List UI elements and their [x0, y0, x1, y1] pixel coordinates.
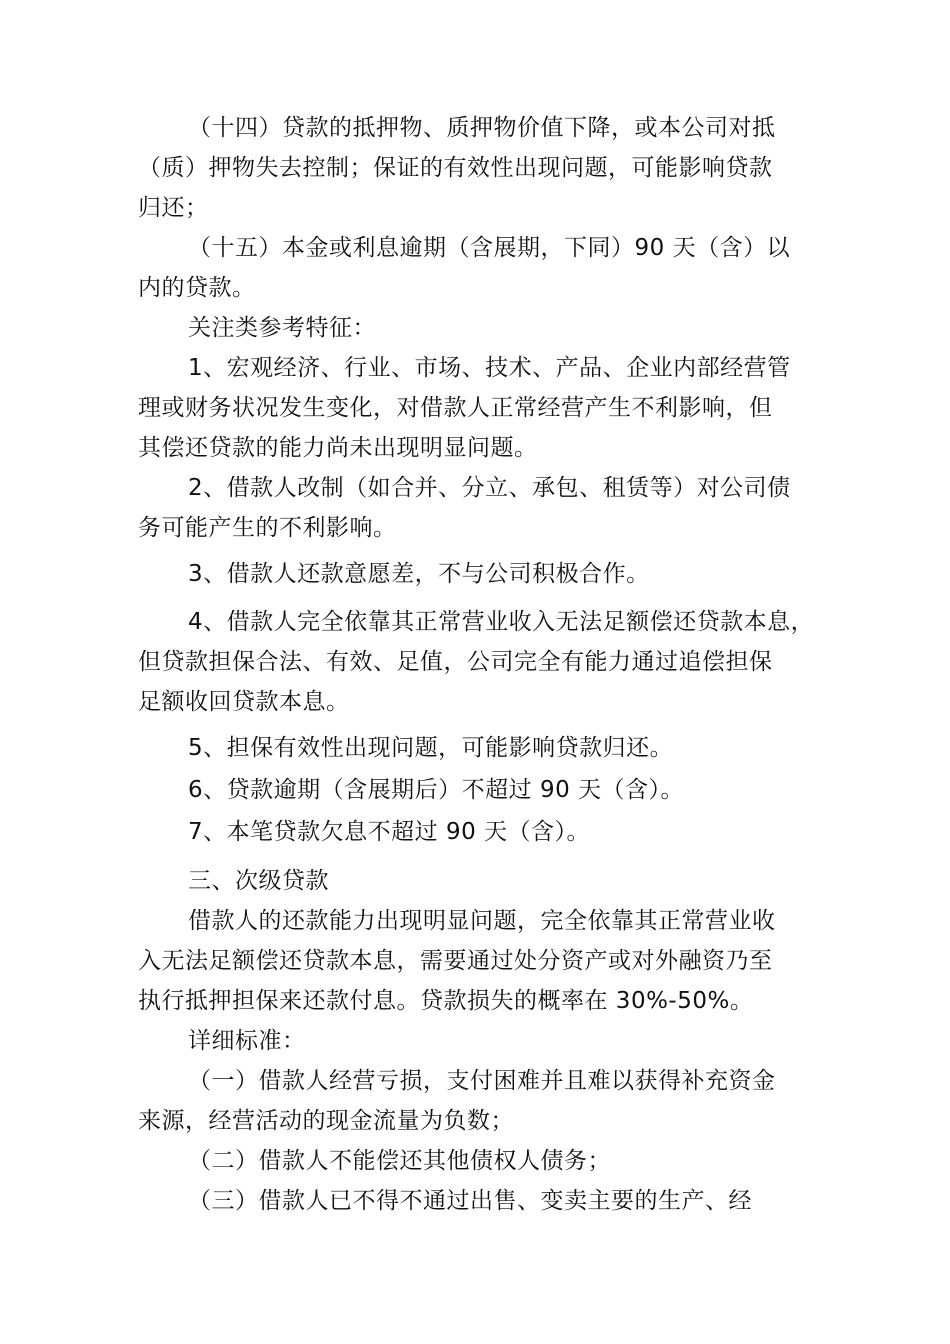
text-line: 足额收回贷款本息。	[138, 689, 350, 715]
section-heading: 详细标准：	[188, 1028, 306, 1054]
text-line: 7、本笔贷款欠息不超过 90 天（含）。	[188, 819, 591, 845]
text-line: 理或财务状况发生变化，对借款人正常经营产生不利影响，但	[138, 395, 773, 421]
section-heading: 三、次级贷款	[188, 868, 329, 894]
text-line: 归还；	[138, 195, 209, 221]
text-line: （十五）本金或利息逾期（含展期，下同）90 天（含）以	[188, 235, 791, 261]
text-line: 内的贷款。	[138, 275, 256, 301]
text-line: 务可能产生的不利影响。	[138, 515, 397, 541]
section-heading: 关注类参考特征：	[188, 315, 376, 341]
text-line: （一）借款人经营亏损，支付困难并且难以获得补充资金	[188, 1068, 776, 1094]
text-line: 执行抵押担保来还款付息。贷款损失的概率在 30%-50%。	[138, 988, 754, 1014]
text-line: （二）借款人不能偿还其他债权人债务；	[188, 1148, 611, 1174]
text-line: 3、借款人还款意愿差，不与公司积极合作。	[188, 561, 650, 587]
text-line: （质）押物失去控制；保证的有效性出现问题，可能影响贷款	[138, 155, 773, 181]
text-line: （十四）贷款的抵押物、质押物价值下降，或本公司对抵	[188, 115, 776, 141]
text-line: 5、担保有效性出现问题，可能影响贷款归还。	[188, 735, 674, 761]
text-line: （三）借款人已不得不通过出售、变卖主要的生产、经	[188, 1188, 752, 1214]
text-line: 1、宏观经济、行业、市场、技术、产品、企业内部经营管	[188, 355, 791, 381]
text-line: 4、借款人完全依靠其正常营业收入无法足额偿还贷款本息，	[188, 609, 815, 635]
text-line: 其偿还贷款的能力尚未出现明显问题。	[138, 435, 538, 461]
text-line: 2、借款人改制（如合并、分立、承包、租赁等）对公司债	[188, 475, 791, 501]
text-line: 6、贷款逾期（含展期后）不超过 90 天（含）。	[188, 777, 685, 803]
text-line: 借款人的还款能力出现明显问题，完全依靠其正常营业收	[188, 908, 776, 934]
text-line: 来源，经营活动的现金流量为负数；	[138, 1108, 514, 1134]
text-line: 入无法足额偿还贷款本息，需要通过处分资产或对外融资乃至	[138, 948, 773, 974]
text-line: 但贷款担保合法、有效、足值，公司完全有能力通过追偿担保	[138, 649, 773, 675]
